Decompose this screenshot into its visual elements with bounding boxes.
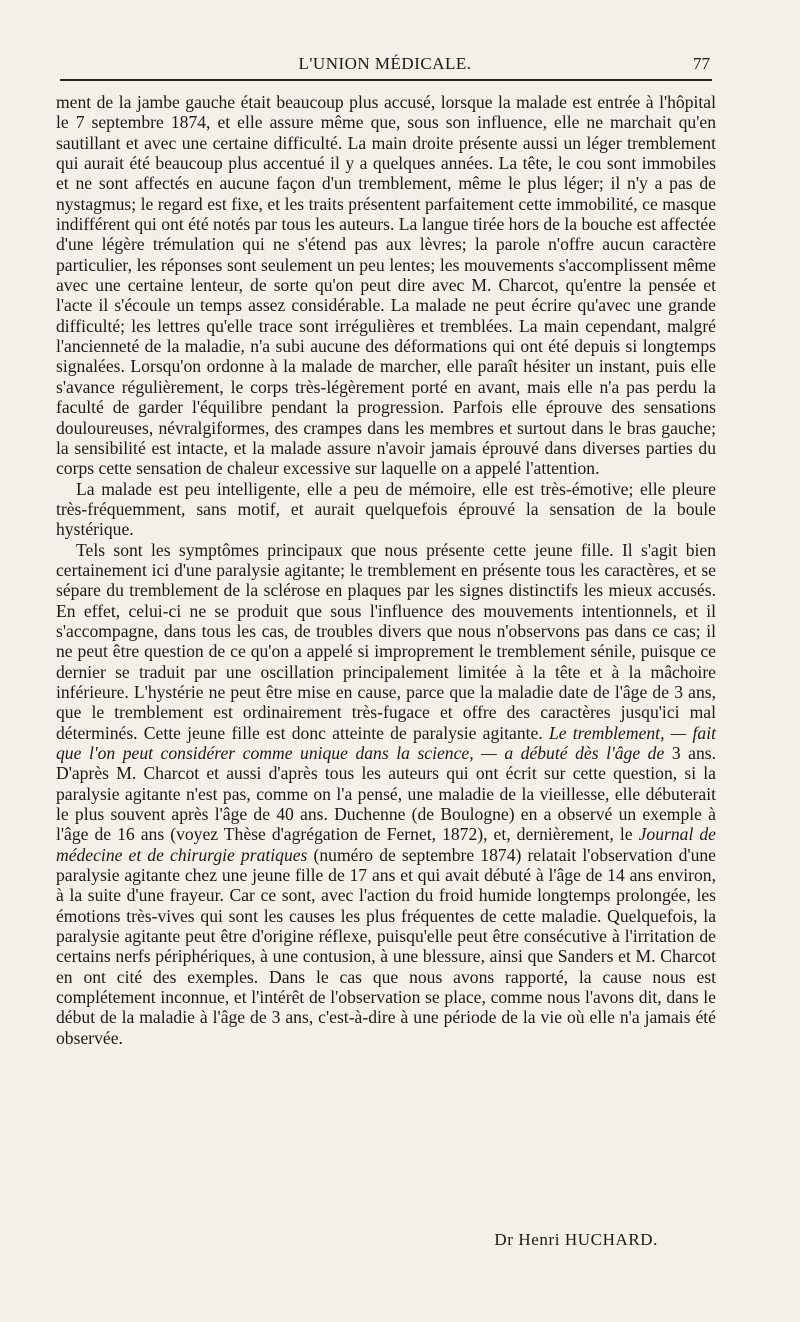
paragraph-3 [56,540,716,1049]
paragraph-3-italic-1: Le tremblement, — fait que l'on peut considérer comme unique dans la science, — a débuté dès l'âge de [56,722,716,763]
paragraph-3-part-1: Tels sont les symptômes principaux que nous présente cette jeune fille. Il s'agit bien certainement ici d'une paralysie agitante; le tremblement en présente tous les caractères, et se sépare du tremblement de la sclérose en plaques par les signes distinctifs les mieux accusés. En effet, celui-ci ne se produit que sous l'influence des mouvements intentionnels, et il s'accompagne, dans tous les cas, de troubles divers que nous n'observons pas dans ce cas; il ne peut être question de ce qu'on a appelé si improprement le tremblement sénile, puisque ce dernier se traduit par une oscillation principalement limitée à la tête et à la mâchoire inférieure. L'hystérie ne peut être mise en cause, parce que la maladie date de l'âge de 3 ans, que le tremblement est ordinairement très-fugace et offre des caractères jusqu'ici mal déterminés. Cette jeune fille est donc atteinte de paralysie agitante. [56,539,716,743]
page-number: 77 [693,54,710,73]
paragraph-3-part-2: 3 ans. D'après M. Charcot et aussi d'après tous les auteurs qui ont écrit sur cette question, si la paralysie agitante n'est pas, comme on l'a pensé, une maladie de la vieillesse, elle débuterait le plus souvent après l'âge de 40 ans. Duchenne (de Boulogne) en a observé un exemple à l'âge de 16 ans (voyez Thèse d'agrégation de Fernet, 1872), et, dernièrement, le [56,743,716,845]
running-title: L'UNION MÉDICALE. [298,54,472,73]
author-signature: Dr Henri HUCHARD. [494,1230,658,1249]
paragraph-2: La malade est peu intelligente, elle a peu de mémoire, elle est très-émotive; elle pleure très-fréquemment, sans motif, et aurait quelquefois éprouvé la sensation de la boule hystérique. [56,478,716,540]
paragraph-3-italic-2: Journal de médecine et de chirurgie pratiques [56,824,716,865]
article-body [56,92,716,1048]
paragraph-1: ment de la jambe gauche était beaucoup plus accusé, lorsque la malade est entrée à l'hôpital le 7 septembre 1874, et elle assure même que, sous son influence, elle ne marchait qu'en sautillant et avec une certaine difficulté. La main droite présente aussi un léger tremblement qui aurait été beaucoup plus accentué il y a quelques années. La tête, le cou sont immobiles et ne sont affectés en aucune façon d'un tremblement, même le plus léger; il n'y a pas de nystagmus; le regard est fixe, et les traits présentent parfaitement cette immobilité, ce masque indifférent qui ont été notés par tous les auteurs. La langue tirée hors de la bouche est affectée d'une légère trémulation qui ne s'étend pas aux lèvres; la parole n'offre aucun caractère particulier, les réponses sont seulement un peu lentes; les mouvements s'accomplissent même avec une certaine lenteur, de sorte qu'on peut dire avec M. Charcot, qu'entre la pensée et l'acte il s'écoule un temps assez considérable. La malade ne peut écrire qu'avec une grande difficulté; les lettres qu'elle trace sont irrégulières et tremblées. La main cependant, malgré l'ancienneté de la maladie, n'a subi aucune des déformations qui ont été depuis si longtemps signalées. Lorsqu'on ordonne à la malade de marcher, elle paraît hésiter un instant, puis elle s'avance régulièrement, le corps très-légèrement porté en avant, mais elle n'a pas perdu la faculté de garder l'équilibre pendant la progression. Parfois elle éprouve des sensations douloureuses, névralgiformes, des crampes dans les membres et surtout dans le bras gauche; la sensibilité est intacte, et la malade assure n'avoir jamais éprouvé dans diverses parties du corps cette sensation de chaleur excessive sur laquelle on a appelé l'attention. [56,92,716,479]
running-header [60,50,710,78]
paragraph-3-part-3: (numéro de septembre 1874) relatait l'observation d'une paralysie agitante chez une jeune fille de 17 ans et qui avait débuté à l'âge de 14 ans environ, à la suite d'une frayeur. Car ce sont, avec l'action du froid humide longtemps prolongée, les émotions très-vives qui sont les causes les plus fréquentes de cette maladie. Quelquefois, la paralysie agitante peut être d'origine réflexe, puisqu'elle peut être consécutive à l'irritation de certains nerfs périphériques, à une contusion, à une blessure, ainsi que Sanders et M. Charcot en ont cité des exemples. Dans le cas que nous avons rapporté, la cause nous est complétement inconnue, et l'intérêt de l'observation se place, comme nous l'avons dit, dans le début de la maladie à l'âge de 3 ans, c'est-à-dire à une période de la vie où elle n'a jamais été observée. [56,844,716,1048]
header-rule [60,79,712,81]
